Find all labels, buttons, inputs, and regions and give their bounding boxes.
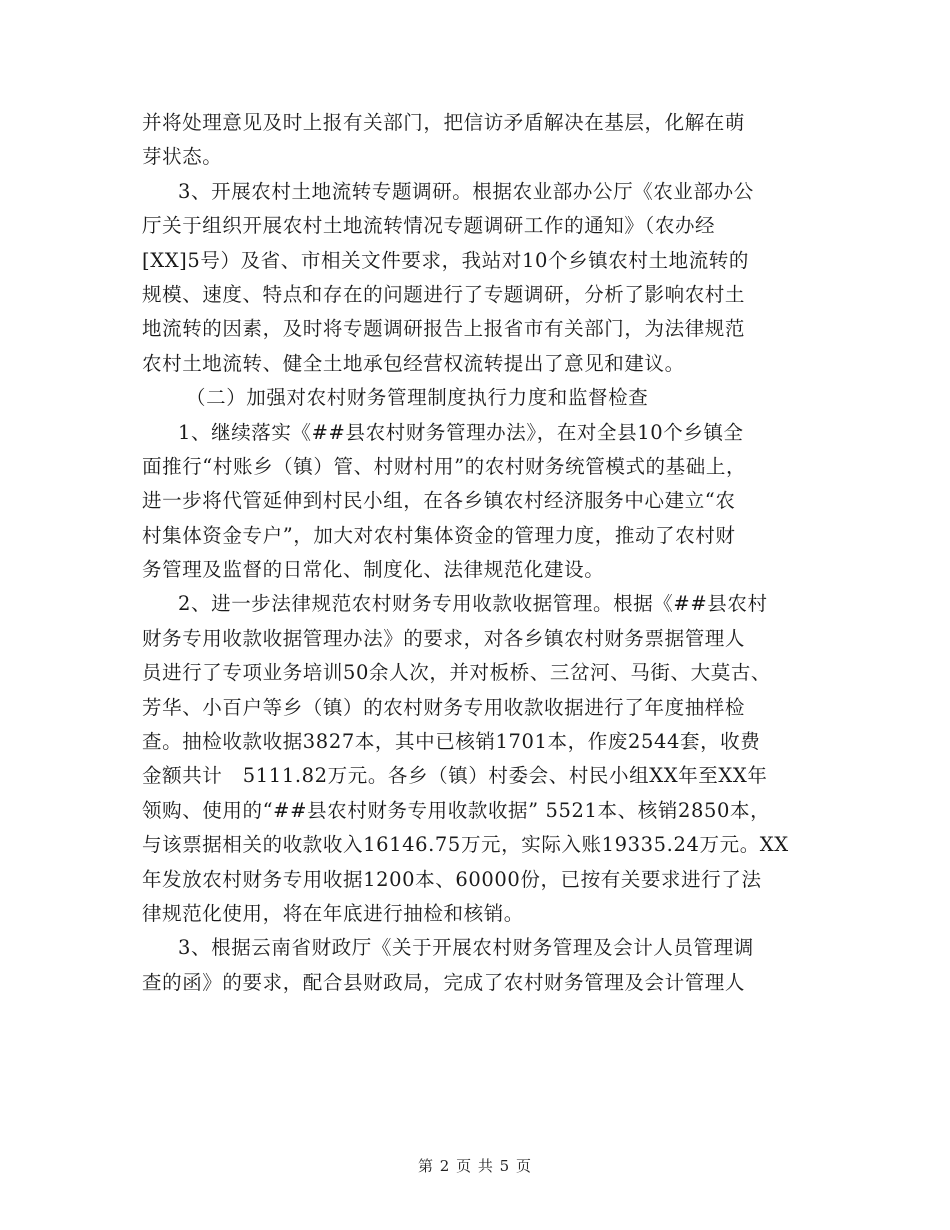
page-number-footer: 第 2 页 共 5 页 bbox=[418, 1157, 532, 1175]
text-line: 金额共计 5111.82万元。各乡（镇）村委会、村民小组XX年至XX年 bbox=[142, 764, 768, 788]
paragraph-first-line: 2、进一步法律规范农村财务专用收款收据管理。根据《##县农村 bbox=[178, 592, 768, 616]
text-line: 面推行“村账乡（镇）管、村财村用”的农村财务统管模式的基础上， bbox=[142, 454, 747, 478]
text-line: 进一步将代管延伸到村民小组，在各乡镇农村经济服务中心建立“农 bbox=[142, 489, 736, 513]
paragraph-first-line: 3、根据云南省财政厅《关于开展农村财务管理及会计人员管理调 bbox=[178, 936, 754, 960]
text-line: 农村土地流转、健全土地承包经营权流转提出了意见和建议。 bbox=[142, 351, 685, 375]
text-line: 厅关于组织开展农村土地流转情况专题调研工作的通知》（农办经 bbox=[142, 214, 716, 238]
text-line: 财务专用收款收据管理办法》的要求，对各乡镇农村财务票据管理人 bbox=[142, 626, 746, 650]
paragraph-first-line: 3、开展农村土地流转专题调研。根据农业部办公厅《农业部办公 bbox=[178, 179, 754, 203]
text-line: 查。抽检收款收据3827本，其中已核销1701本，作废2544套，收费 bbox=[142, 730, 761, 754]
text-line: 并将处理意见及时上报有关部门，把信访矛盾解决在基层，化解在萌 bbox=[142, 111, 746, 134]
text-line: 律规范化使用，将在年底进行抽检和核销。 bbox=[142, 901, 524, 925]
text-line: 规模、速度、特点和存在的问题进行了专题调研，分析了影响农村土 bbox=[142, 282, 746, 306]
paragraph-first-line: 1、继续落实《##县农村财务管理办法》，在对全县10个乡镇全 bbox=[178, 420, 744, 444]
text-line: 查的函》的要求，配合县财政局，完成了农村财务管理及会计管理人 bbox=[142, 970, 746, 994]
text-line: 员进行了专项业务培训50余人次，并对板桥、三岔河、马街、大莫古、 bbox=[142, 661, 772, 685]
text-line: 地流转的因素，及时将专题调研报告上报省市有关部门，为法律规范 bbox=[142, 317, 746, 341]
text-line: [XX]5号）及省、市相关文件要求，我站对10个乡镇农村土地流转的 bbox=[142, 248, 749, 272]
document-body bbox=[142, 106, 812, 1000]
text-line: 领购、使用的“##县农村财务专用收款收据” 5521本、核销2850本， bbox=[142, 798, 771, 822]
text-line: 年发放农村财务专用收据1200本、60000份，已按有关要求进行了法 bbox=[142, 867, 762, 891]
text-line: 村集体资金专户”，加大对农村集体资金的管理力度，推动了农村财 bbox=[142, 523, 736, 547]
text-line: 芽状态。 bbox=[142, 145, 223, 169]
text-line: 芳华、小百户等乡（镇）的农村财务专用收款收据进行了年度抽样检 bbox=[142, 695, 746, 719]
text-line: 务管理及监督的日常化、制度化、法律规范化建设。 bbox=[142, 558, 605, 582]
section-heading: （二）加强对农村财务管理制度执行力度和监督检查 bbox=[186, 386, 649, 410]
text-line: 与该票据相关的收款收入16146.75万元，实际入账19335.24万元。XX bbox=[142, 833, 789, 857]
